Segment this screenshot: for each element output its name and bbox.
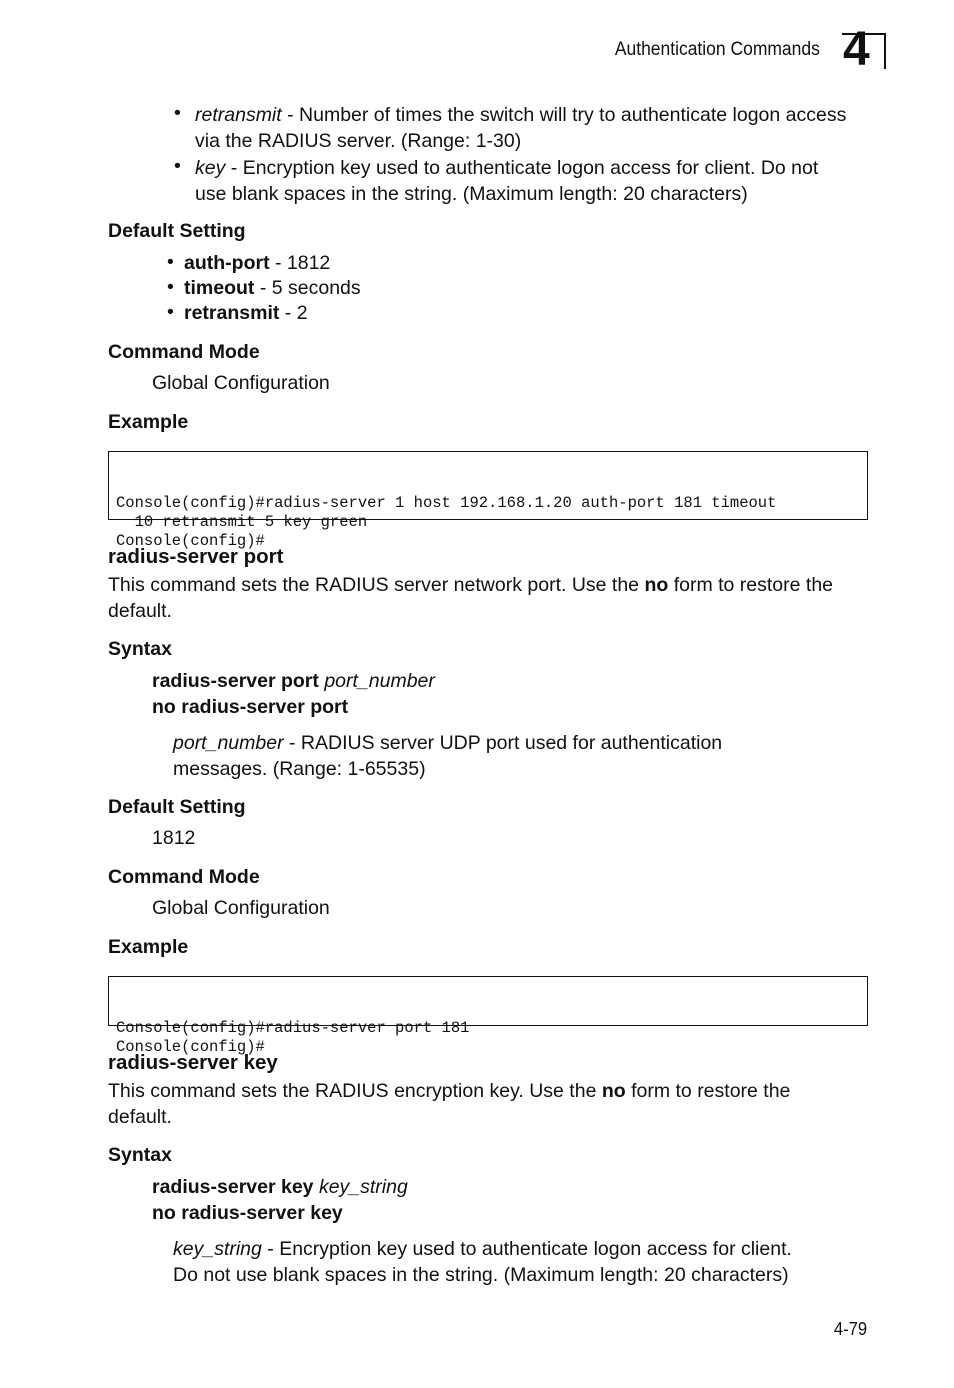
code-line: 10 retransmit 5 key green <box>116 513 368 531</box>
syntax-no-command: no radius-server key <box>152 1202 343 1224</box>
example-heading: Example <box>108 411 189 433</box>
section-title: radius-server port <box>108 545 284 568</box>
command-mode-value: Global Configuration <box>152 897 330 919</box>
syntax-command: radius-server key key_string <box>152 1176 408 1198</box>
default-item: timeout - 5 seconds <box>184 277 361 299</box>
syntax-heading: Syntax <box>108 638 172 660</box>
running-header: Authentication Commands <box>614 39 820 60</box>
bullet-dot: • <box>167 276 174 298</box>
default-item: retransmit - 2 <box>184 302 308 324</box>
command-mode-heading: Command Mode <box>108 341 260 363</box>
bullet-dot: • <box>167 301 174 323</box>
section-title: radius-server key <box>108 1051 278 1074</box>
param-key <box>195 155 867 207</box>
command-mode-value: Global Configuration <box>152 372 330 394</box>
code-line: Console(config)# <box>116 1038 265 1056</box>
section-description: This command sets the RADIUS server network port. Use the no form to restore the default. <box>108 574 834 622</box>
default-item: auth-port - 1812 <box>184 252 331 274</box>
param-term: key <box>195 157 226 179</box>
example-heading: Example <box>108 936 189 958</box>
syntax-no-command: no radius-server port <box>152 696 349 718</box>
syntax-heading: Syntax <box>108 1144 172 1166</box>
param-desc-cont: use blank spaces in the string. (Maximum length: 20 characters) <box>195 183 748 205</box>
default-value: 1812 <box>152 827 196 849</box>
page-number: 4-79 <box>833 1319 867 1339</box>
code-example <box>108 451 868 550</box>
bullet-dot: • <box>174 155 181 177</box>
default-setting-heading: Default Setting <box>108 796 246 818</box>
syntax-command: radius-server port port_number <box>152 670 435 692</box>
bullet-dot: • <box>167 251 174 273</box>
bullet-dot: • <box>174 102 181 124</box>
param-retransmit <box>195 102 867 154</box>
section-description: This command sets the RADIUS encryption key. Use the no form to restore the default. <box>108 1080 791 1128</box>
code-example <box>108 976 868 1056</box>
default-setting-heading: Default Setting <box>108 220 246 242</box>
param-desc: - Number of times the switch will try to authenticate logon access <box>281 104 847 126</box>
chapter-number: 4 <box>843 23 870 76</box>
command-mode-heading: Command Mode <box>108 866 260 888</box>
code-line: Console(config)#radius-server 1 host 192.168.1.20 auth-port 181 timeout <box>116 494 777 512</box>
param-description: port_number - RADIUS server UDP port used for authentication messages. (Range: 1-65535) <box>173 732 723 780</box>
code-line: Console(config)#radius-server port 181 <box>116 1019 470 1037</box>
param-description: key_string - Encryption key used to authenticate logon access for client. Do not use blank spaces in the string. (Maximum length: 20 characters) <box>173 1238 792 1286</box>
param-desc: - Encryption key used to authenticate logon access for client. Do not <box>225 157 819 179</box>
param-term: retransmit <box>195 104 282 126</box>
code-line: Console(config)# <box>116 532 265 550</box>
param-desc-cont: via the RADIUS server. (Range: 1-30) <box>195 130 522 152</box>
